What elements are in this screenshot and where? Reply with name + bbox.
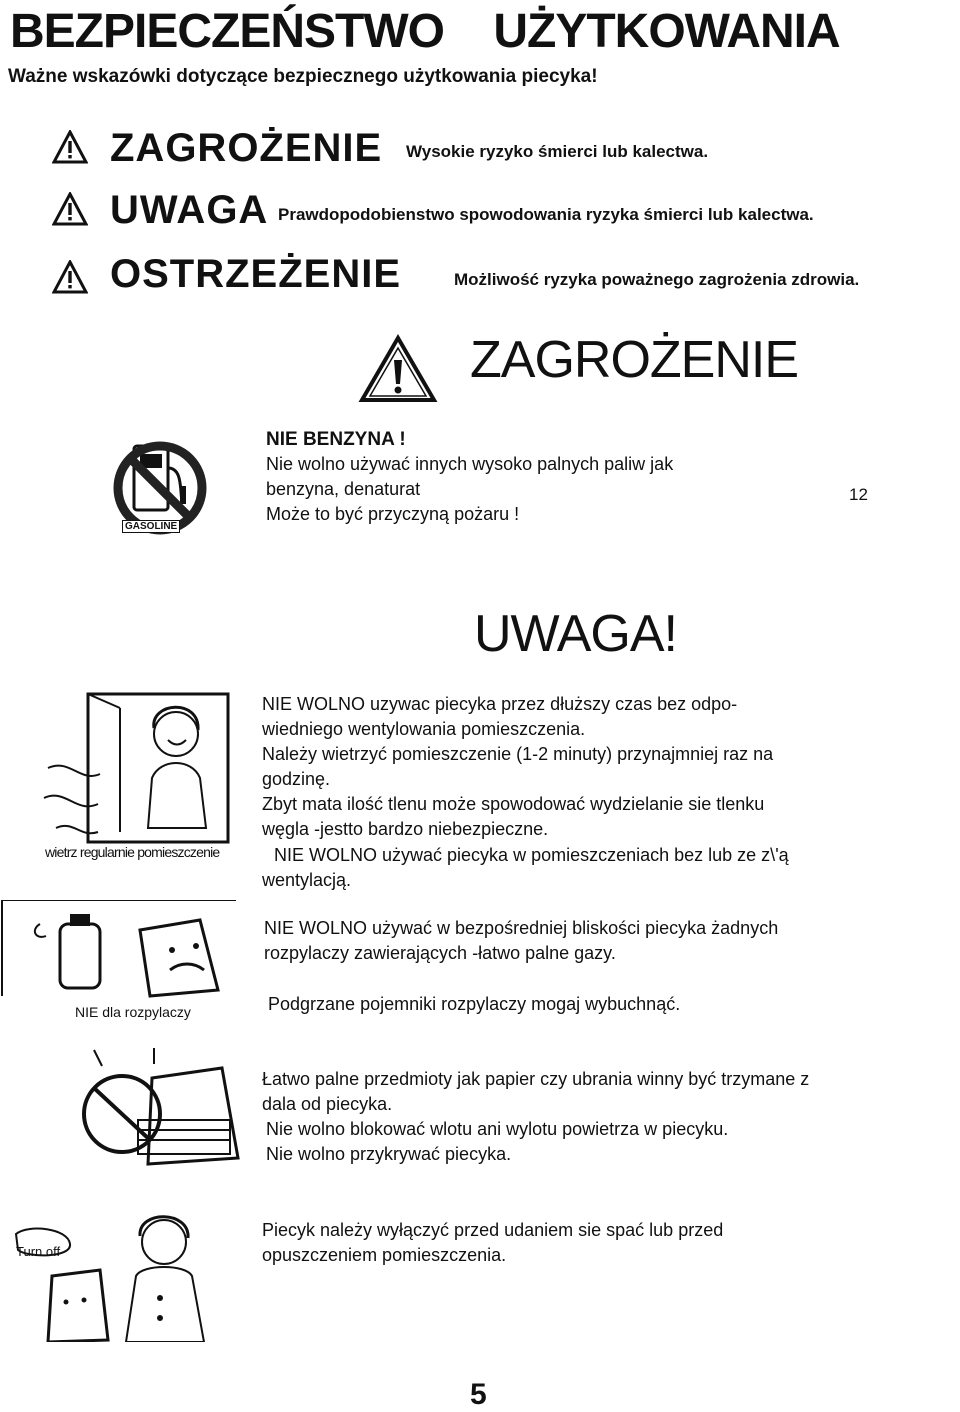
danger-text-block [266,427,826,527]
turnoff-line: opuszczeniem pomieszczenia. [262,1245,507,1265]
warning-heading: UWAGA! [474,605,677,663]
warning-line: Zbyt mata ilość tlenu może spowodować wydzielanie sie tlenku [262,794,765,814]
no-spray-illustration [0,900,240,1000]
no-gasoline-icon [110,418,210,558]
flammable-line: Nie wolno blokować wlotu ani wylotu powietrza w piecyku. [266,1119,729,1139]
warning-triangle-icon [52,192,88,226]
level-row-warning [52,188,932,238]
warning-triangle-icon [358,334,438,404]
turnoff-text-block [262,1218,942,1268]
level-description: Prawdopodobienstwo spowodowania ryzyka śmierci lub kalectwa. [278,205,814,224]
level-word: ZAGROŻENIE [110,126,383,170]
page-title: BEZPIECZEŃSTWO UŻYTKOWANIA [10,5,840,58]
level-description: Możliwość ryzyka poważnego zagrożenia zdrowia. [454,270,860,289]
spray-line: Podgrzane pojemniki rozpylaczy mogaj wybuchnąć. [268,994,681,1014]
level-row-caution [52,252,932,302]
spray-text-block [264,916,944,966]
warning-triangle-icon [52,130,88,164]
flammable-line: Nie wolno przykrywać piecyka. [266,1144,512,1164]
warning-line: NIE WOLNO używać piecyka w pomieszczeniach bez lub ze z\'ą [274,845,789,865]
warning-line: Należy wietrzyć pomieszczenie (1-2 minuty) przynajmniej raz na [262,744,774,764]
turn-off-label: Turn off [16,1244,61,1259]
gasoline-label: GASOLINE [122,520,180,533]
danger-line: benzyna, denaturat [266,479,421,499]
flammable-line: Łatwo palne przedmioty jak papier czy ubrania winny być trzymane z [262,1069,810,1089]
ventilate-caption: wietrz regularnie pomieszczenie [45,844,220,860]
page-subtitle: Ważne wskazówki dotyczące bezpiecznego użytkowania piecyka! [8,66,598,87]
warning-line: NIE WOLNO uzywac piecyka przez dłuższy czas bez odpo- [262,694,738,714]
warning-text-block [262,692,942,842]
warning-line: węgla -jestto bardzo niebezpieczne. [262,819,549,839]
danger-line: Może to być przyczyną pożaru ! [266,504,520,524]
no-covering-illustration [42,1048,242,1172]
level-row-danger [52,126,932,176]
warning-triangle-icon [52,260,88,294]
turnoff-line: Piecyk należy wyłączyć przed udaniem sie spać lub przed [262,1220,724,1240]
spray-line: NIE WOLNO używać w bezpośredniej bliskości piecyka żadnych [264,918,779,938]
ventilation-illustration [40,688,260,848]
page-number: 5 [470,1378,487,1411]
spray-caption: NIE dla rozpylaczy [75,1004,191,1020]
level-description: Wysokie ryzyko śmierci lub kalectwa. [406,142,709,161]
flammable-line: dala od piecyka. [262,1094,393,1114]
level-word: OSTRZEŻENIE [110,252,402,296]
warning-line: godzinę. [262,769,331,789]
spray-line: rozpylaczy zawierających -łatwo palne gazy. [264,943,616,963]
warning-line: wentylacją. [262,870,352,890]
flammable-text-block [262,1067,952,1167]
level-word: UWAGA [110,188,269,232]
warning-line: wiedniego wentylowania pomieszczenia. [262,719,586,739]
turn-off-illustration [8,1206,233,1342]
danger-line: Nie wolno używać innych wysoko palnych paliw jak [266,454,674,474]
danger-heading: ZAGROŻENIE [470,331,799,389]
danger-title: NIE BENZYNA ! [266,429,406,450]
side-number: 12 [849,485,868,504]
